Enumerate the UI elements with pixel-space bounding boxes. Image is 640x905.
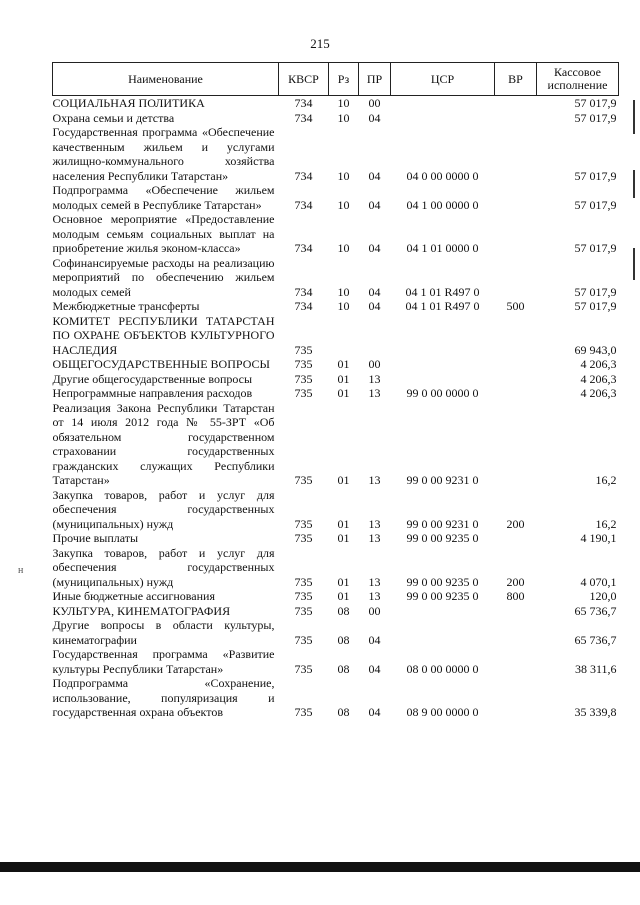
col-header-rz: Рз (329, 63, 359, 96)
cell-pr: 04 (368, 632, 381, 647)
cell-csr: 99 0 00 9235 0 (406, 531, 479, 545)
cell-rz (329, 314, 359, 358)
budget-table (52, 62, 619, 720)
cell-kvsr: 735 (294, 603, 313, 618)
cell-name: Охрана семьи и детства (52, 110, 175, 125)
cell-kvsr: 735 (294, 705, 313, 719)
cell-csr: 04 1 01 0000 0 (406, 241, 479, 255)
cell-vr (495, 212, 537, 256)
cell-rz: 01 (337, 473, 350, 487)
col-header-pr: ПР (359, 63, 391, 96)
cell-csr (391, 357, 495, 372)
cell-sum: 4 206,3 (580, 371, 617, 386)
cell-pr: 13 (368, 371, 381, 386)
cell-sum: 57 017,9 (574, 241, 617, 255)
cell-kvsr: 735 (294, 589, 313, 603)
cell-pr: 04 (368, 110, 381, 125)
cell-name: Закупка товаров, работ и услуг для обеспечения государственных (муниципальных) нужд (52, 487, 275, 531)
scan-footer-band (0, 862, 640, 872)
cell-sum: 4 206,3 (580, 357, 617, 371)
cell-vr (495, 604, 537, 619)
cell-rz: 01 (337, 589, 350, 603)
cell-name: Основное мероприятие «Предоставление молодым семьям социальных выплат на приобретение жилья эконом-класса» (52, 212, 275, 255)
table-row (53, 372, 619, 387)
scan-edge-mark (633, 100, 635, 134)
cell-name: Другие общегосударственные вопросы (52, 371, 253, 386)
cell-vr (495, 183, 537, 212)
cell-csr: 04 1 01 R497 0 (405, 284, 480, 299)
cell-vr (495, 531, 537, 546)
cell-name: Подпрограмма «Обеспечение жильем молодых семей в Республике Татарстан» (52, 183, 275, 212)
cell-name: КОМИТЕТ РЕСПУБЛИКИ ТАТАРСТАН ПО ОХРАНЕ ОБЪЕКТОВ КУЛЬТУРНОГО НАСЛЕДИЯ (52, 313, 275, 357)
cell-sum: 4 070,1 (580, 574, 617, 589)
table-row (53, 357, 619, 372)
cell-rz: 10 (337, 197, 350, 212)
cell-rz: 10 (337, 241, 350, 255)
cell-csr (391, 604, 495, 619)
cell-csr: 04 1 00 0000 0 (406, 197, 479, 212)
cell-kvsr: 735 (294, 574, 313, 589)
cell-sum: 16,2 (595, 516, 617, 531)
cell-vr: 500 (506, 299, 525, 313)
cell-csr: 04 0 00 0000 0 (406, 168, 479, 183)
table-row (53, 647, 619, 676)
cell-rz: 01 (337, 574, 350, 589)
table-row (53, 618, 619, 647)
scan-edge-mark (633, 170, 635, 198)
cell-kvsr: 734 (294, 197, 313, 212)
cell-rz: 01 (337, 386, 350, 400)
cell-sum: 65 736,7 (574, 603, 617, 618)
cell-csr (391, 618, 495, 647)
cell-kvsr: 735 (294, 342, 313, 357)
cell-kvsr: 735 (294, 516, 313, 531)
cell-vr (495, 386, 537, 401)
cell-pr: 13 (368, 473, 381, 487)
cell-name: Другие вопросы в области культуры, кинематографии (52, 618, 275, 647)
cell-rz: 10 (337, 284, 350, 299)
table-row (53, 111, 619, 126)
cell-vr (495, 96, 537, 111)
cell-sum: 57 017,9 (574, 284, 617, 299)
cell-kvsr: 735 (294, 473, 313, 487)
cell-rz: 01 (337, 531, 350, 545)
table-row (53, 299, 619, 314)
table-row (53, 212, 619, 256)
cell-rz: 08 (337, 603, 350, 618)
cell-pr: 00 (368, 357, 381, 371)
col-header-csr: ЦСР (391, 63, 495, 96)
cell-csr: 04 1 01 R497 0 (405, 299, 480, 313)
table-row (53, 386, 619, 401)
cell-name: Межбюджетные трансферты (52, 299, 200, 313)
cell-pr: 04 (368, 197, 381, 212)
cell-sum: 57 017,9 (574, 96, 617, 110)
cell-rz: 01 (337, 371, 350, 386)
cell-pr: 04 (368, 284, 381, 299)
table-row (53, 401, 619, 488)
table-row (53, 589, 619, 604)
cell-rz: 10 (337, 110, 350, 125)
cell-vr (495, 125, 537, 183)
cell-vr (495, 647, 537, 676)
cell-csr (391, 111, 495, 126)
cell-kvsr: 734 (294, 96, 313, 110)
cell-rz: 08 (337, 705, 350, 719)
cell-pr (359, 314, 391, 358)
cell-pr: 13 (368, 574, 381, 589)
cell-vr: 800 (506, 589, 525, 603)
table-row (53, 314, 619, 358)
page-number: 215 (310, 36, 330, 51)
cell-name: Иные бюджетные ассигнования (52, 589, 215, 603)
table-row (53, 604, 619, 619)
cell-rz: 01 (337, 516, 350, 531)
table-row (53, 488, 619, 532)
cell-kvsr: 734 (294, 284, 313, 299)
table-row (53, 183, 619, 212)
cell-vr (495, 111, 537, 126)
cell-kvsr: 735 (294, 632, 313, 647)
cell-name: КУЛЬТУРА, КИНЕМАТОГРАФИЯ (52, 603, 231, 618)
cell-sum: 57 017,9 (574, 299, 617, 313)
cell-kvsr: 735 (294, 531, 313, 545)
cell-sum: 120,0 (589, 589, 617, 603)
table-row (53, 676, 619, 720)
cell-rz: 01 (337, 357, 350, 371)
cell-kvsr: 735 (294, 371, 313, 386)
cell-kvsr: 734 (294, 110, 313, 125)
cell-pr: 04 (368, 299, 381, 313)
cell-name: Прочие выплаты (52, 531, 139, 545)
table-row (53, 546, 619, 590)
col-header-kvsr: КВСР (279, 63, 329, 96)
cell-kvsr: 734 (294, 241, 313, 255)
cell-kvsr: 735 (294, 357, 313, 371)
cell-name: Подпрограмма «Сохранение, использование, популяризация и государственная охрана объектов (52, 676, 275, 719)
cell-sum: 65 736,7 (574, 632, 617, 647)
cell-csr (391, 314, 495, 358)
cell-pr: 13 (368, 589, 381, 603)
cell-vr (495, 314, 537, 358)
cell-vr: 200 (506, 574, 525, 589)
cell-csr (391, 372, 495, 387)
table-row (53, 96, 619, 111)
cell-kvsr: 734 (294, 168, 313, 183)
cell-csr: 99 0 00 9231 0 (406, 516, 479, 531)
cell-csr: 08 9 00 0000 0 (406, 705, 479, 719)
cell-name: СОЦИАЛЬНАЯ ПОЛИТИКА (52, 96, 205, 110)
cell-rz: 10 (337, 96, 350, 110)
cell-vr (495, 372, 537, 387)
cell-vr (495, 256, 537, 300)
cell-csr: 99 0 00 9235 0 (406, 574, 479, 589)
cell-csr: 99 0 00 0000 0 (406, 386, 479, 400)
cell-kvsr: 735 (294, 661, 313, 676)
cell-name: Закупка товаров, работ и услуг для обеспечения государственных (муниципальных) нужд (52, 545, 275, 589)
cell-kvsr: 735 (294, 386, 313, 400)
cell-vr (495, 618, 537, 647)
cell-csr: 99 0 00 9231 0 (406, 473, 479, 487)
cell-sum: 57 017,9 (574, 110, 617, 125)
cell-pr: 04 (368, 241, 381, 255)
cell-csr (391, 96, 495, 111)
table-row (53, 256, 619, 300)
cell-name: ОБЩЕГОСУДАРСТВЕННЫЕ ВОПРОСЫ (52, 357, 270, 371)
cell-sum: 57 017,9 (574, 168, 617, 183)
cell-rz: 10 (337, 168, 350, 183)
cell-pr: 04 (368, 661, 381, 676)
col-header-name: Наименование (53, 63, 279, 96)
cell-sum: 57 017,9 (574, 197, 617, 212)
cell-sum: 16,2 (595, 473, 617, 487)
cell-rz: 10 (337, 299, 350, 313)
cell-pr: 13 (368, 516, 381, 531)
cell-pr: 13 (368, 531, 381, 545)
cell-name: Софинансируемые расходы на реализацию мероприятий по обеспечению жильем молодых семей (52, 255, 275, 299)
cell-name: Непрограммные направления расходов (52, 386, 253, 400)
cell-name: Государственная программа «Развитие культуры Республики Татарстан» (52, 647, 275, 676)
cell-sum: 4 190,1 (580, 531, 617, 545)
cell-pr: 13 (368, 386, 381, 400)
cell-csr: 08 0 00 0000 0 (406, 661, 479, 676)
cell-kvsr: 734 (294, 299, 313, 313)
cell-rz: 08 (337, 661, 350, 676)
col-header-vr: ВР (495, 63, 537, 96)
cell-name: Реализация Закона Республики Татарстан от 14 июля 2012 года № 55-ЗРТ «Об обязательном государственном страховании государственных гражданских служащих Республики Татарстан» (52, 400, 275, 487)
scan-edge-mark (633, 248, 635, 280)
cell-sum: 38 311,6 (574, 661, 617, 676)
table-row (53, 125, 619, 183)
table-row (53, 531, 619, 546)
cell-vr (495, 401, 537, 488)
cell-pr: 00 (368, 603, 381, 618)
cell-name: Государственная программа «Обеспечение качественным жильем и услугами жилищно-коммунального хозяйства населения Республики Татарстан» (52, 125, 275, 183)
cell-sum: 35 339,8 (574, 705, 617, 719)
cell-csr: 99 0 00 9235 0 (406, 589, 479, 603)
cell-vr: 200 (506, 516, 525, 531)
table-header-row (53, 63, 619, 96)
cell-pr: 04 (368, 168, 381, 183)
col-header-sum: Кассовое исполнение (537, 63, 619, 96)
cell-rz: 08 (337, 632, 350, 647)
margin-note: н (18, 565, 24, 576)
cell-sum: 4 206,3 (580, 386, 617, 400)
table-body (53, 96, 619, 720)
cell-pr: 04 (368, 705, 381, 719)
cell-vr (495, 676, 537, 720)
cell-vr (495, 357, 537, 372)
cell-sum: 69 943,0 (574, 342, 617, 357)
cell-pr: 00 (368, 96, 381, 110)
